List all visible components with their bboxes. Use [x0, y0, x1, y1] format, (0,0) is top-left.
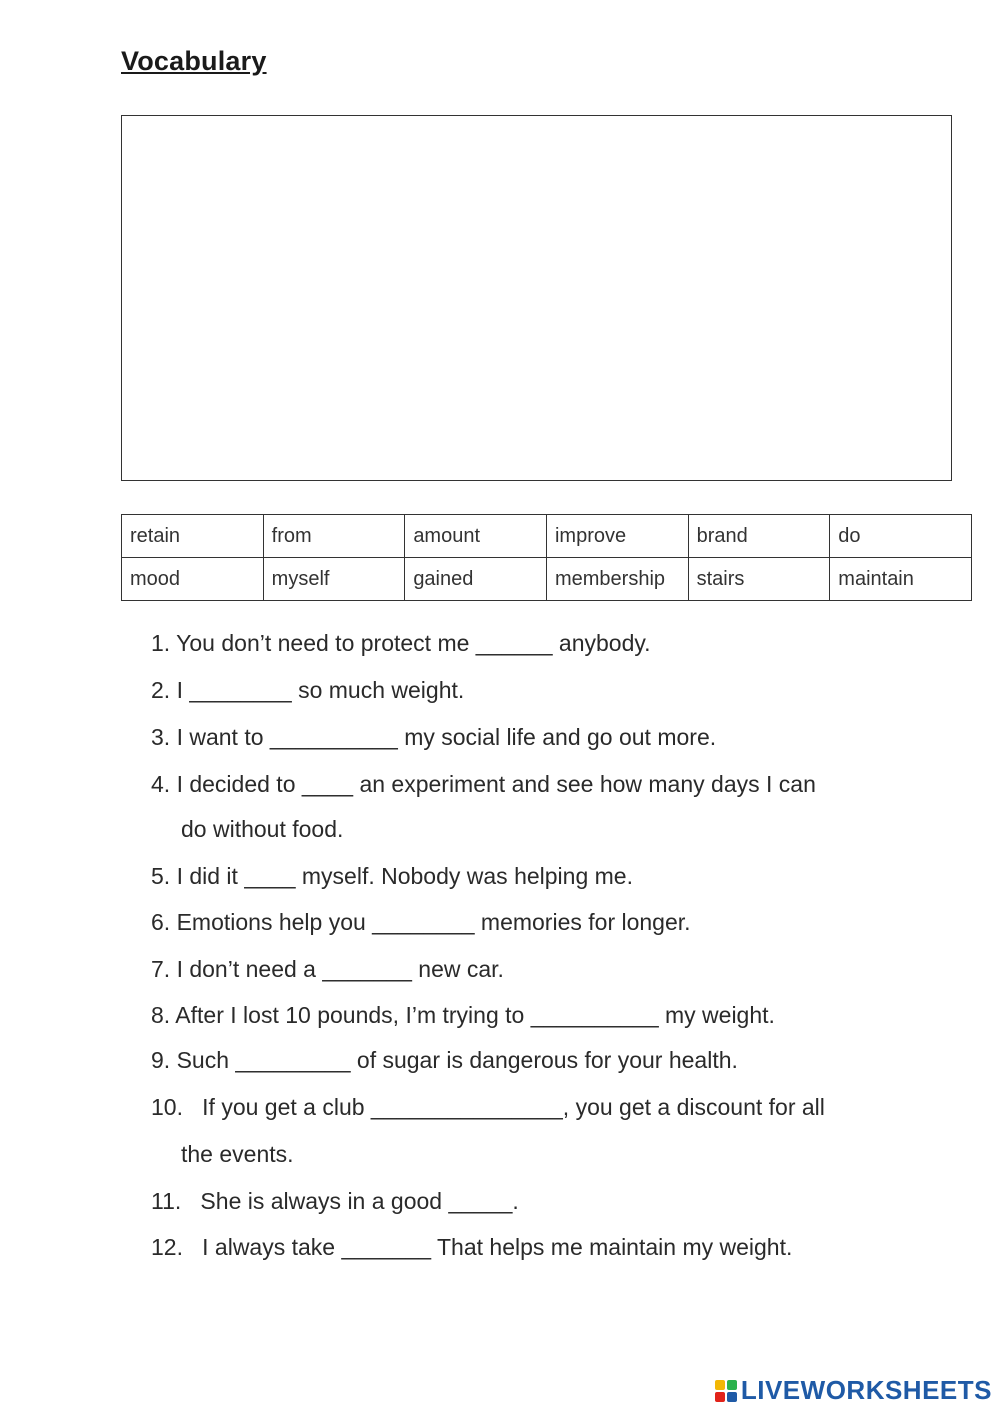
word-bank-cell: maintain	[830, 558, 972, 601]
question-11: 11. She is always in a good _____.	[151, 1188, 519, 1214]
question-5: 5. I did it ____ myself. Nobody was helping me.	[151, 863, 633, 889]
image-placeholder-box	[121, 115, 952, 481]
liveworksheets-logo	[715, 1375, 992, 1406]
word-bank-cell: mood	[122, 558, 264, 601]
word-bank-row	[122, 515, 972, 558]
word-bank-table	[121, 514, 972, 601]
question-10: 10. If you get a club _______________, you get a discount for all	[151, 1094, 825, 1120]
word-bank-cell: membership	[546, 558, 688, 601]
logo-icon	[715, 1380, 737, 1402]
word-bank-row	[122, 558, 972, 601]
question-1: 1. You don’t need to protect me ______ anybody.	[151, 630, 651, 656]
logo-square	[715, 1380, 725, 1390]
word-bank-cell: amount	[405, 515, 547, 558]
question-4-continued: do without food.	[181, 816, 344, 842]
word-bank-cell: retain	[122, 515, 264, 558]
question-12: 12. I always take _______ That helps me maintain my weight.	[151, 1234, 793, 1260]
word-bank-cell: brand	[688, 515, 830, 558]
page-title: Vocabulary	[121, 46, 267, 76]
question-10-continued: the events.	[181, 1141, 294, 1167]
question-8: 8. After I lost 10 pounds, I’m trying to __________ my weight.	[151, 1002, 775, 1028]
logo-square	[727, 1392, 737, 1402]
question-3: 3. I want to __________ my social life and go out more.	[151, 724, 717, 750]
word-bank-cell: from	[263, 515, 405, 558]
word-bank-cell: myself	[263, 558, 405, 601]
question-7: 7. I don’t need a _______ new car.	[151, 956, 504, 982]
word-bank-cell: stairs	[688, 558, 830, 601]
question-4: 4. I decided to ____ an experiment and see how many days I can	[151, 771, 816, 797]
logo-square	[715, 1392, 725, 1402]
question-2: 2. I ________ so much weight.	[151, 677, 465, 703]
logo-square	[727, 1380, 737, 1390]
question-9: 9. Such _________ of sugar is dangerous for your health.	[151, 1047, 738, 1073]
word-bank-cell: gained	[405, 558, 547, 601]
word-bank-cell: improve	[546, 515, 688, 558]
question-6: 6. Emotions help you ________ memories for longer.	[151, 909, 691, 935]
logo-text: LIVEWORKSHEETS	[740, 1375, 992, 1405]
word-bank-cell: do	[830, 515, 972, 558]
